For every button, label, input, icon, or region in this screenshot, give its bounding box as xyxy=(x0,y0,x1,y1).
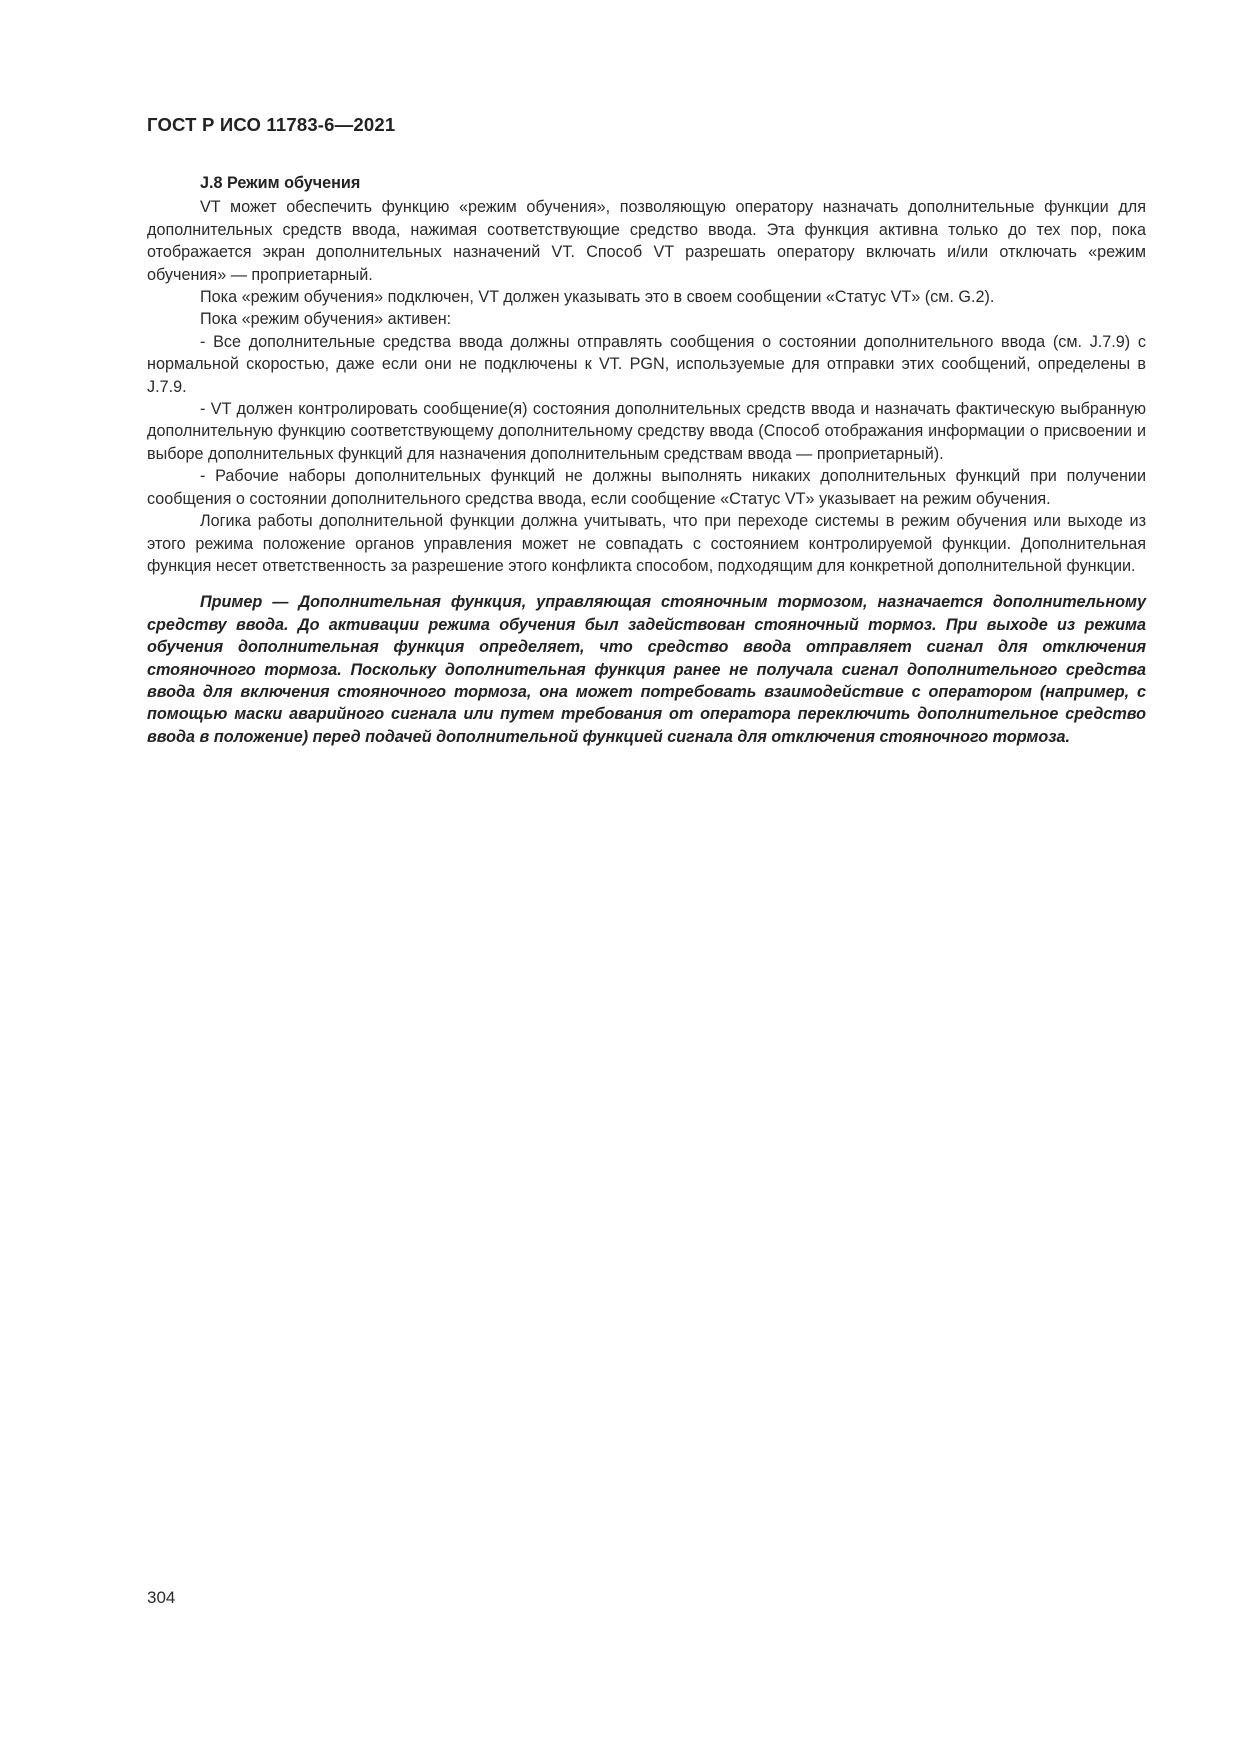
page-number: 304 xyxy=(147,1588,176,1607)
list-item: - Все дополнительные средства ввода должны отправлять сообщения о состоянии дополнительного ввода (см. J.7.9) с нормальной скоростью, даже если они не подключены к VT. PGN, используемые для отправки этих сообщений, определены в J.7.9. xyxy=(147,332,1146,396)
section-title: J.8 Режим обучения xyxy=(200,174,361,192)
paragraph-logic: Логика работы дополнительной функции должна учитывать, что при переходе системы в режим обучения или выходе из этого режима положение органов управления может не совпадать с состоянием контролируемой функции. Дополнительная функция несет ответственность за разрешение этого конфликта способом, подходящим для конкретной дополнительной функции. xyxy=(147,512,1146,575)
example-note: Пример — Дополнительная функция, управляющая стояночным тормозом, назначается дополнительному средству ввода. До активации режима обучения был задействован стояночный тормоз. При выходе из режима обучения дополнительная функция определяет, что средство ввода отправляет сигнал для отключения стояночного тормоза. Поскольку дополнительная функция ранее не получала сигнал дополнительного средства ввода для включения стояночного тормоза, она может потребовать взаимодействие с оператором (например, с помощью маски аварийного сигнала или путем требования от оператора переключить дополнительное средство ввода в положение) перед подачей дополнительной функцией сигнала для отключения стояночного тормоза. xyxy=(147,593,1146,746)
document-header: ГОСТ Р ИСО 11783-6—2021 xyxy=(147,114,396,135)
list-item: - Рабочие наборы дополнительных функций не должны выполнять никаких дополнительных функций при получении сообщения о состоянии дополнительного средства ввода, если сообщение «Статус VT» указывает на режим обучения. xyxy=(147,467,1146,508)
paragraph-intro: VT может обеспечить функцию «режим обучения», позволяющую оператору назначать дополнительные функции для дополнительных средств ввода, нажимая соответствующие средство ввода. Эта функция активна только до тех пор, пока отображается экран дополнительных назначений VT. Способ VT разрешать оператору включать и/или отключать «режим обучения» — проприетарный. xyxy=(147,198,1146,284)
paragraph-active: Пока «режим обучения» активен: xyxy=(200,310,452,329)
paragraph-status: Пока «режим обучения» подключен, VT должен указывать это в своем сообщении «Статус VT» (см. G.2). xyxy=(200,288,995,307)
list-item: - VT должен контролировать сообщение(я) состояния дополнительных средств ввода и назначать фактическую выбранную дополнительную функцию соответствующему дополнительному средству ввода (Способ отображания информации о присвоении и выборе дополнительных функций для назначения дополнительным средствам ввода — проприетарный). xyxy=(147,400,1146,463)
section-body xyxy=(147,172,1146,748)
